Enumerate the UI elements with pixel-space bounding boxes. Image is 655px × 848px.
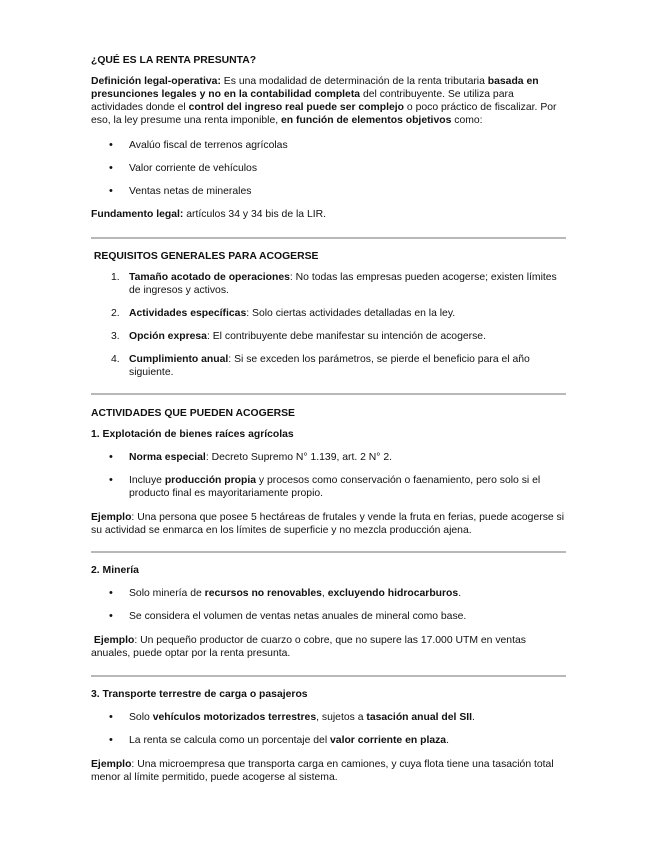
elements-list — [91, 139, 566, 198]
divider — [91, 551, 566, 553]
text-run: artículos 34 y 34 bis de la LIR. — [183, 209, 327, 220]
list-item: • Se considera el volumen de ventas netas anuales de mineral como base. — [91, 610, 566, 623]
list-item: • Avalúo fiscal de terrenos agrícolas — [91, 139, 566, 152]
subsection-title-transporte: 3. Transporte terrestre de carga o pasajeros — [91, 689, 308, 700]
section-title-actividades: ACTIVIDADES QUE PUEDEN ACOGERSE — [91, 408, 295, 419]
text-run: Es una modalidad de determinación de la renta tributaria — [220, 76, 488, 87]
bold-run: recursos no renovables — [204, 588, 322, 599]
text-run: : Una persona que posee 5 hectáreas de frutales y vende la fruta en ferias, puede acogerse si su actividad se enmarca en los límites de superficie y no mezcla producción ajena. — [91, 512, 565, 536]
bold-run: excluyendo hidrocarburos — [327, 588, 459, 599]
text-run: y procesos como conservación o faenamiento, pero solo si el producto final es mayoritariamente propio. — [129, 475, 541, 499]
text-run: del contribuyente. Se utiliza para actividades donde el — [91, 89, 514, 113]
item-number: 3. — [111, 331, 120, 342]
text-run: : Una microempresa que transporta carga en camiones, y cuya flota tiene una tasación total menor al límite permitido, puede acogerse al sistema. — [91, 759, 554, 783]
bold-run: vehículos motorizados terrestres — [152, 712, 317, 723]
agricultural-list — [91, 451, 566, 500]
text-run: , sujetos a — [316, 712, 367, 723]
example-paragraph — [91, 634, 566, 660]
text-run: Solo minería de — [129, 588, 205, 599]
subsection-title-agricolas: 1. Explotación de bienes raíces agrícolas — [91, 429, 294, 440]
list-item — [91, 734, 566, 747]
example-paragraph — [91, 511, 566, 537]
bold-run: producción propia — [164, 475, 257, 486]
text-run: Solo — [129, 712, 153, 723]
list-item — [91, 474, 566, 500]
text-run: La renta se calcula como un porcentaje del — [129, 735, 331, 746]
legal-basis-label: Fundamento legal: — [91, 209, 184, 220]
item-text: : Solo ciertas actividades detalladas en la ley. — [246, 308, 456, 319]
bold-run: control del ingreso real puede ser complejo — [188, 102, 405, 113]
bold-run: en función de elementos objetivos — [281, 115, 452, 126]
definition-paragraph — [91, 75, 566, 127]
item-label: Actividades específicas — [129, 308, 247, 319]
mining-list — [91, 587, 566, 623]
text-run: . — [472, 712, 475, 723]
legal-basis — [91, 208, 566, 221]
item-text: : No todas las empresas pueden acogerse; existen límites de ingresos y activos. — [129, 272, 557, 296]
text-run: o poco práctico de fiscalizar. Por eso, la ley presume una renta imponible, — [91, 102, 557, 126]
bold-run: valor corriente en plaza — [330, 735, 447, 746]
item-number: 4. — [111, 354, 120, 365]
item-number: 1. — [111, 272, 120, 283]
item-text: : El contribuyente debe manifestar su intención de acogerse. — [206, 331, 486, 342]
text-run: , — [321, 588, 328, 599]
item-label: Cumplimiento anual — [129, 354, 229, 365]
section-title-requisitos: REQUISITOS GENERALES PARA ACOGERSE — [91, 251, 319, 262]
list-item — [91, 587, 566, 600]
list-item — [91, 711, 566, 724]
subsection-title-mineria: 2. Minería — [91, 565, 139, 576]
text-run: . — [458, 588, 462, 599]
example-label: Ejemplo — [91, 512, 132, 523]
section-title-renta-presunta: ¿QUÉ ES LA RENTA PRESUNTA? — [91, 55, 257, 66]
list-item: • Ventas netas de minerales — [91, 185, 566, 198]
example-paragraph — [91, 758, 566, 784]
item-label: Tamaño acotado de operaciones — [129, 272, 290, 283]
text-run: como: — [451, 115, 483, 126]
list-item — [91, 271, 566, 297]
document-content — [91, 54, 566, 784]
list-item — [91, 451, 566, 464]
item-number: 2. — [111, 308, 120, 319]
text-run: : Un pequeño productor de cuarzo o cobre, que no supere las 17.000 UTM en ventas anuales, puede optar por la renta presunta. — [91, 635, 526, 659]
divider — [91, 393, 566, 395]
text-run: . — [446, 735, 449, 746]
divider — [91, 237, 566, 239]
definition-label: Definición legal-operativa: — [91, 76, 221, 87]
transport-list — [91, 711, 566, 747]
list-item — [91, 307, 566, 320]
bold-run: Norma especial — [129, 452, 206, 463]
list-item — [91, 353, 566, 379]
text-run: Incluye — [129, 475, 165, 486]
item-text: : Si se exceden los parámetros, se pierde el beneficio para el año siguiente. — [129, 354, 530, 378]
bold-run: basada en presunciones legales y no en la contabilidad completa — [91, 76, 539, 100]
list-item — [91, 330, 566, 343]
requirements-list — [91, 271, 566, 379]
example-label: Ejemplo — [91, 759, 132, 770]
list-item: • Valor corriente de vehículos — [91, 162, 566, 175]
text-run: : Decreto Supremo N° 1.139, art. 2 N° 2. — [205, 452, 393, 463]
bold-run: tasación anual del SII — [366, 712, 473, 723]
divider — [91, 675, 566, 677]
item-label: Opción expresa — [129, 331, 207, 342]
example-label: Ejemplo — [91, 635, 135, 646]
